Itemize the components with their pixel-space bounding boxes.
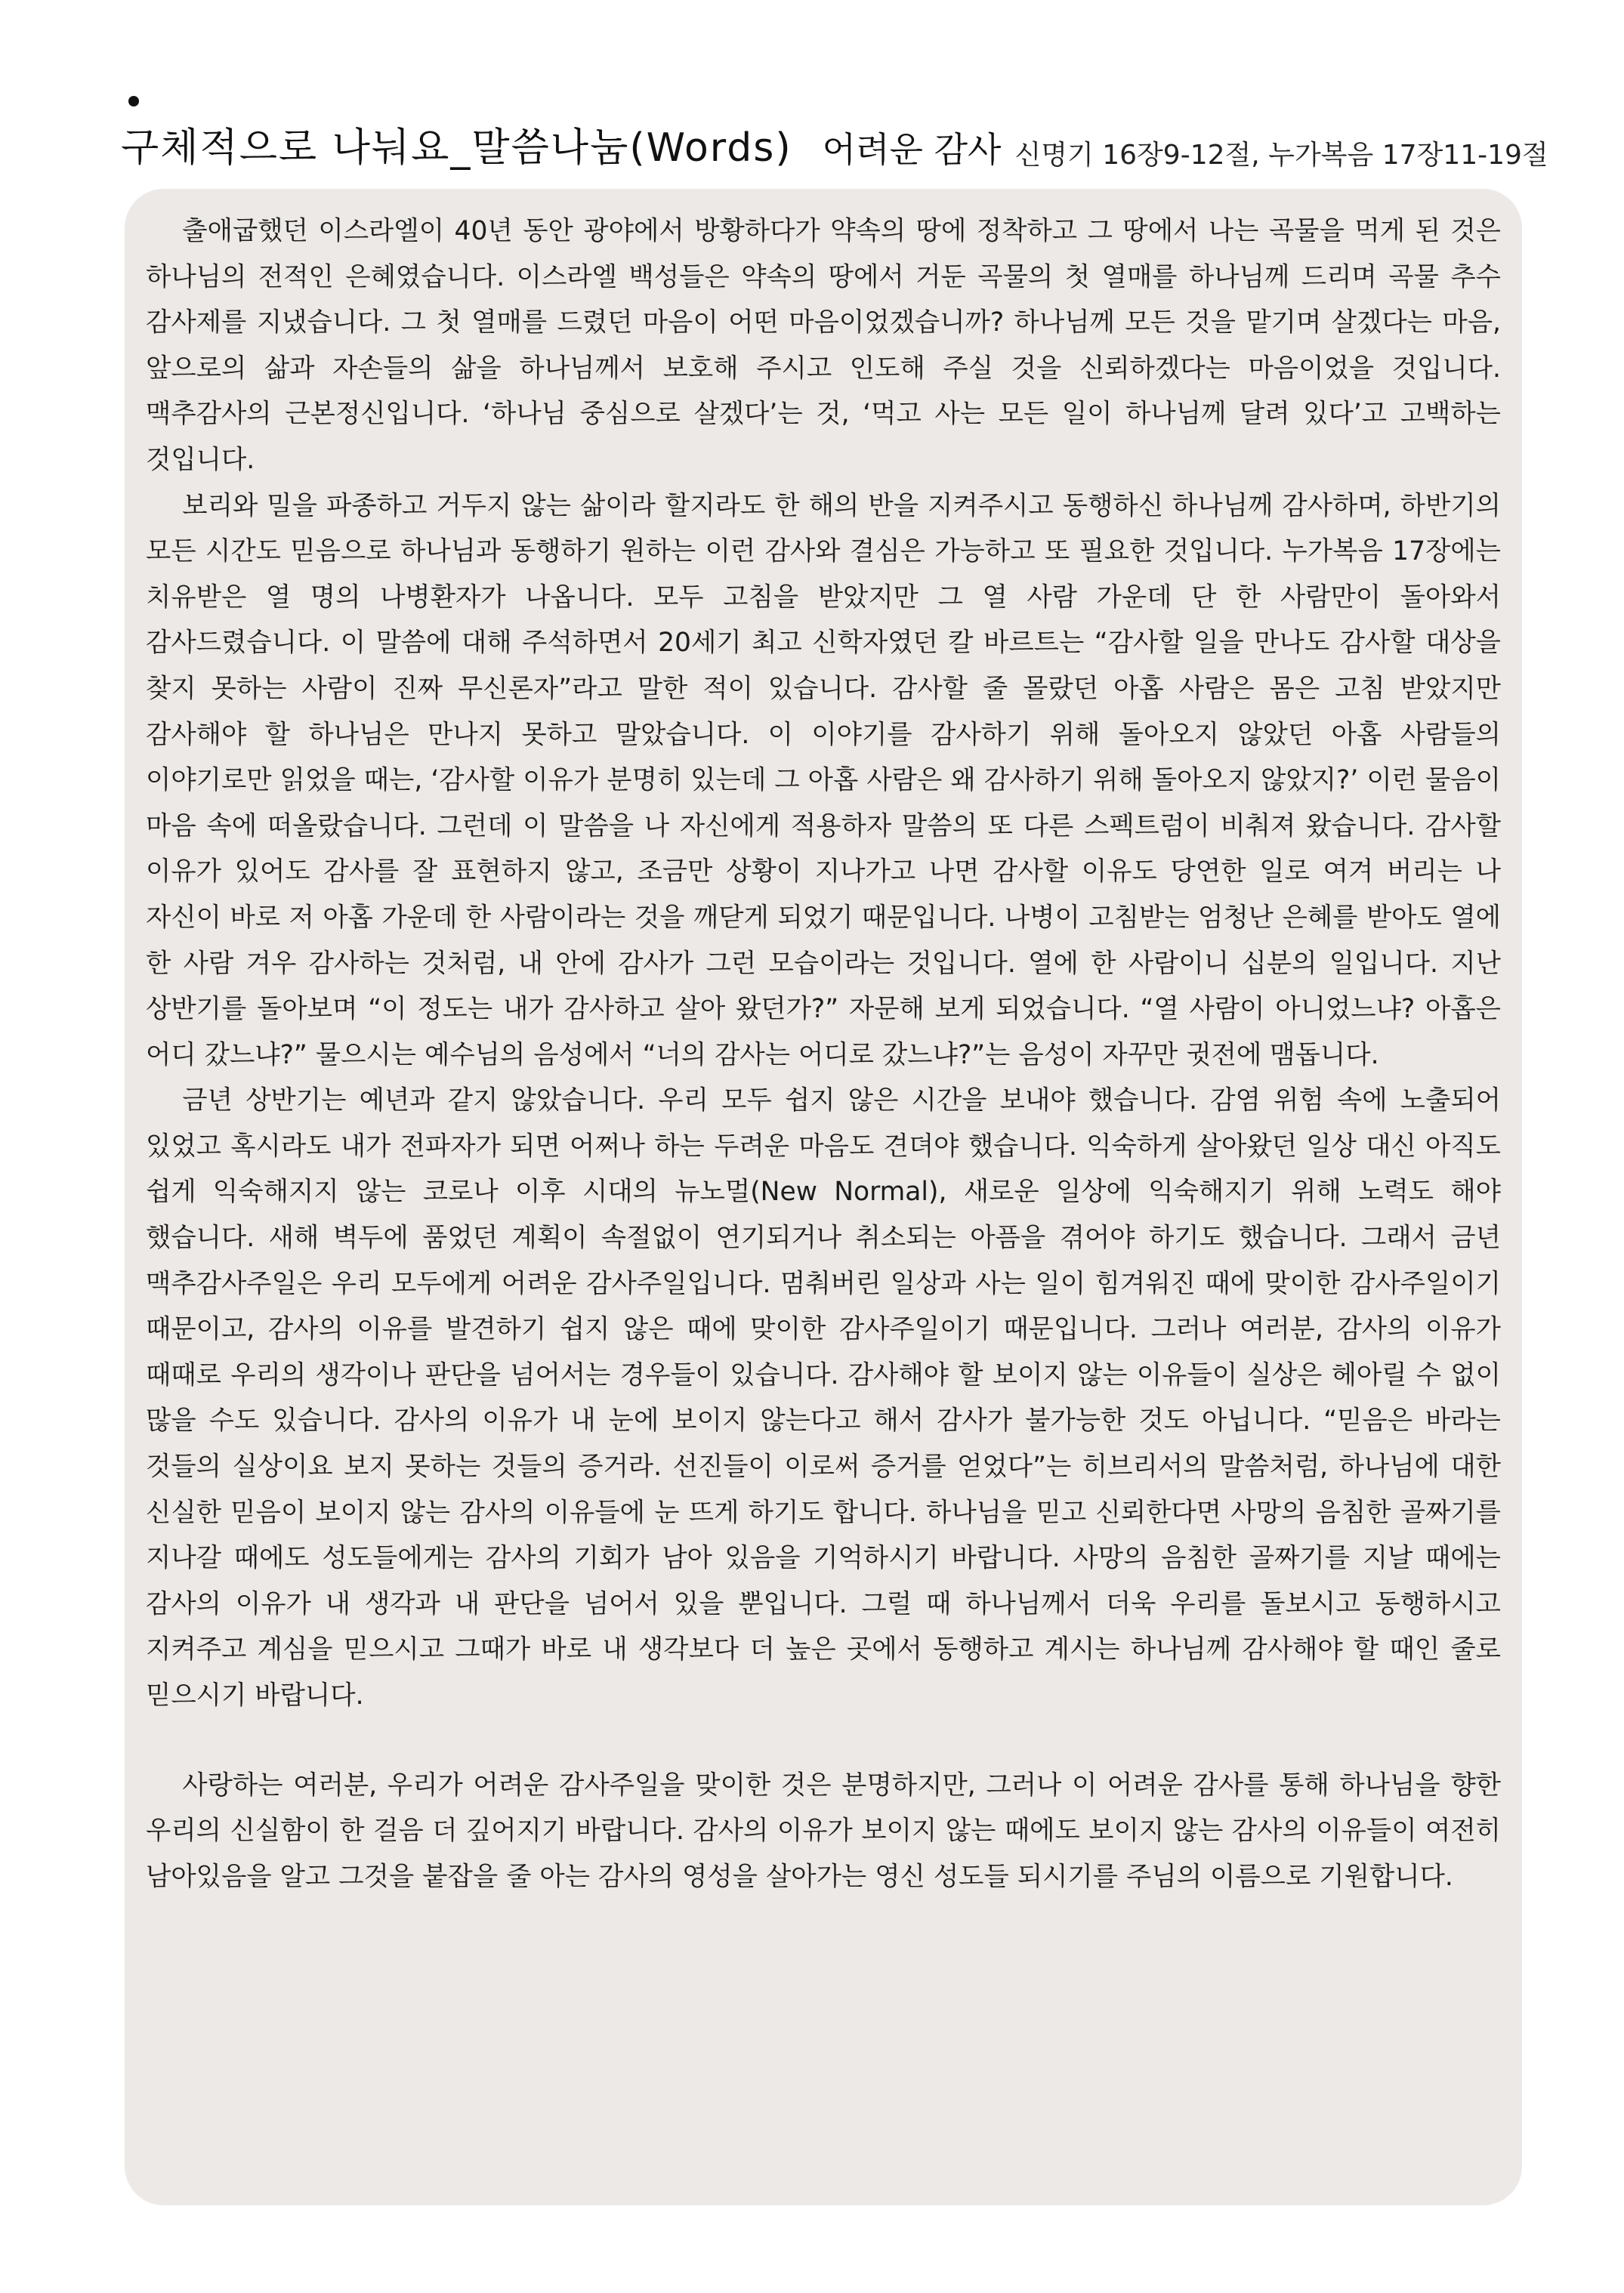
series-title-text: 구체적으로 나눠요_말씀나눔(Words): [121, 125, 792, 171]
scripture-reference: 신명기 16장9-12절, 누가복음 17장11-19절: [1014, 140, 1548, 171]
title-dot-ornament: [128, 96, 139, 106]
paragraph-1: 출애굽했던 이스라엘이 40년 동안 광야에서 방황하다가 약속의 땅에 정착하고 그 땅에서 나는 곡물을 먹게 된 것은 하나님의 전적인 은혜였습니다. 이스라엘 백성들은 약속의 땅에서 거둔 곡물의 첫 열매를 하나님께 드리며 곡물 추수 감사제를 지냈습니다. 그 첫 열매를 드렸던 마음이 어떤 마음이었겠습니까? 하나님께 모든 것을 맡기며 살겠다는 마음, 앞으로의 삶과 자손들의 삶을 하나님께서 보호해 주시고 인도해 주실 것을 신뢰하겠다는 마음이었을 것입니다. 맥추감사의 근본정신입니다. ‘하나님 중심으로 살겠다’는 것, ‘먹고 사는 모든 일이 하나님께 달려 있다’고 고백하는 것입니다.: [146, 216, 1501, 475]
page-header: [121, 89, 1556, 172]
series-title: [121, 116, 792, 172]
sermon-text-panel: [125, 189, 1522, 2205]
sermon-title: 어려운 감사: [822, 129, 1002, 170]
paragraph-4: 사랑하는 여러분, 우리가 어려운 감사주일을 맞이한 것은 분명하지만, 그러나 이 어려운 감사를 통해 하나님을 향한 우리의 신실함이 한 걸음 더 깊어지기 바랍니다. 감사의 이유가 보이지 않는 때에도 보이지 않는 감사의 이유들이 여전히 남아있음을 알고 그것을 붙잡을 줄 아는 감사의 영성을 살아가는 영신 성도들 되시기를 주님의 이름으로 기원합니다.: [146, 1770, 1501, 1892]
paragraph-2: 보리와 밀을 파종하고 거두지 않는 삶이라 할지라도 한 해의 반을 지켜주시고 동행하신 하나님께 감사하며, 하반기의 모든 시간도 믿음으로 하나님과 동행하기 원하는 이런 감사와 결심은 가능하고 또 필요한 것입니다. 누가복음 17장에는 치유받은 열 명의 나병환자가 나옵니다. 모두 고침을 받았지만 그 열 사람 가운데 단 한 사람만이 돌아와서 감사드렸습니다. 이 말씀에 대해 주석하면서 20세기 최고 신학자였던 칼 바르트는 “감사할 일을 만나도 감사할 대상을 찾지 못하는 사람이 진짜 무신론자”라고 말한 적이 있습니다. 감사할 줄 몰랐던 아홉 사람은 몸은 고침 받았지만 감사해야 할 하나님은 만나지 못하고 말았습니다. 이 이야기를 감사하기 위해 돌아오지 않았던 아홉 사람들의 이야기로만 읽었을 때는, ‘감사할 이유가 분명히 있는데 그 아홉 사람은 왜 감사하기 위해 돌아오지 않았지?’ 이런 물음이 마음 속에 떠올랐습니다. 그런데 이 말씀을 나 자신에게 적용하자 말씀의 또 다른 스펙트럼이 비춰져 왔습니다. 감사할 이유가 있어도 감사를 잘 표현하지 않고, 조금만 상황이 지나가고 나면 감사할 이유도 당연한 일로 여겨 버리는 나 자신이 바로 저 아홉 가운데 한 사람이라는 것을 깨닫게 되었기 때문입니다. 나병이 고침받는 엄청난 은혜를 받아도 열에 한 사람 겨우 감사하는 것처럼, 내 안에 감사가 그런 모습이라는 것입니다. 열에 한 사람이니 십분의 일입니다. 지난 상반기를 돌아보며 “이 정도는 내가 감사하고 살아 왔던가?” 자문해 보게 되었습니다. “열 사람이 아니었느냐? 아홉은 어디 갔느냐?” 물으시는 예수님의 음성에서 “너의 감사는 어디로 갔느냐?”는 음성이 자꾸만 귓전에 맴돕니다.: [146, 490, 1501, 1070]
paragraph-3: 금년 상반기는 예년과 같지 않았습니다. 우리 모두 쉽지 않은 시간을 보내야 했습니다. 감염 위험 속에 노출되어 있었고 혹시라도 내가 전파자가 되면 어쩌나 하는 두려운 마음도 견뎌야 했습니다. 익숙하게 살아왔던 일상 대신 아직도 쉽게 익숙해지지 않는 코로나 이후 시대의 뉴노멀(New Normal), 새로운 일상에 익숙해지기 위해 노력도 해야 했습니다. 새해 벽두에 품었던 계획이 속절없이 연기되거나 취소되는 아픔을 겪어야 하기도 했습니다. 그래서 금년 맥추감사주일은 우리 모두에게 어려운 감사주일입니다. 멈춰버린 일상과 사는 일이 힘겨워진 때에 맞이한 감사주일이기 때문이고, 감사의 이유를 발견하기 쉽지 않은 때에 맞이한 감사주일이기 때문입니다. 그러나 여러분, 감사의 이유가 때때로 우리의 생각이나 판단을 넘어서는 경우들이 있습니다. 감사해야 할 보이지 않는 이유들이 실상은 헤아릴 수 없이 많을 수도 있습니다. 감사의 이유가 내 눈에 보이지 않는다고 해서 감사가 불가능한 것도 아닙니다. “믿음은 바라는 것들의 실상이요 보지 못하는 것들의 증거라. 선진들이 이로써 증거를 얻었다”는 히브리서의 말씀처럼, 하나님에 대한 신실한 믿음이 보이지 않는 감사의 이유들에 눈 뜨게 하기도 합니다. 하나님을 믿고 신뢰한다면 사망의 음침한 골짜기를 지나갈 때에도 성도들에게는 감사의 기회가 남아 있음을 기억하시기 바랍니다. 사망의 음침한 골짜기를 지날 때에는 감사의 이유가 내 생각과 내 판단을 넘어서 있을 뿐입니다. 그럴 때 하나님께서 더욱 우리를 돌보시고 동행하시고 지켜주고 계심을 믿으시고 그때가 바로 내 생각보다 더 높은 곳에서 동행하고 계시는 하나님께 감사해야 할 때인 줄로 믿으시기 바랍니다.: [146, 1085, 1501, 1711]
